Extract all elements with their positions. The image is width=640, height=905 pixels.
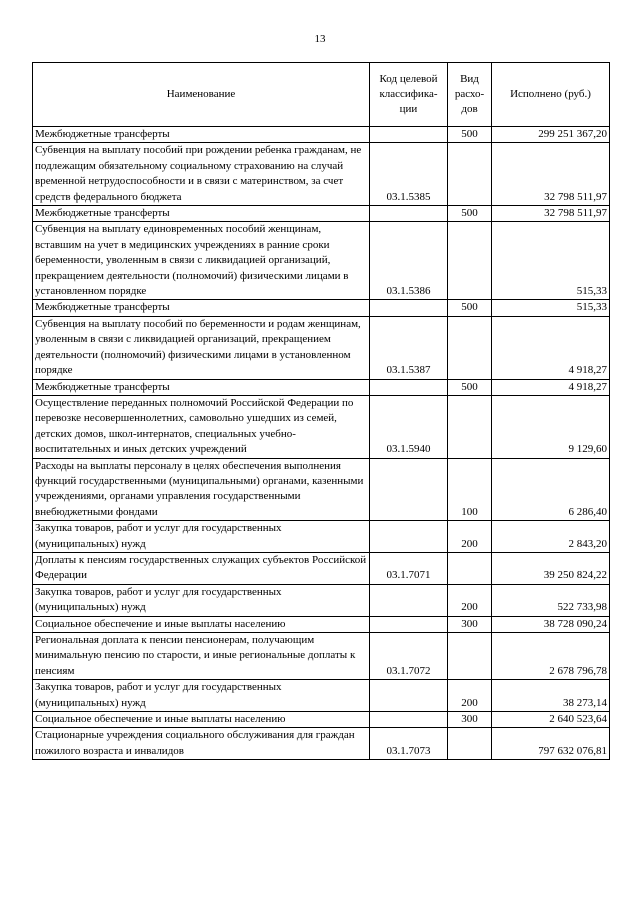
row-amount: 522 733,98	[492, 584, 610, 616]
table-row	[33, 143, 610, 206]
row-code	[370, 379, 448, 395]
row-kind: 200	[448, 521, 492, 553]
row-amount: 2 640 523,64	[492, 712, 610, 728]
row-name: Межбюджетные трансферты	[33, 300, 370, 316]
header-executed-amount: Исполнено (руб.)	[492, 63, 610, 127]
row-name: Социальное обеспечение и иные выплаты населению	[33, 616, 370, 632]
row-amount: 39 250 824,22	[492, 552, 610, 584]
row-name: Осуществление переданных полномочий Российской Федерации по перевозке несовершеннолетних, самовольно ушедших из семей, детских домов, школ-интернатов, специальных учебно-воспитательных и иных детских учреждений	[33, 395, 370, 458]
row-name: Доплаты к пенсиям государственных служащих субъектов Российской Федерации	[33, 552, 370, 584]
row-name: Межбюджетные трансферты	[33, 206, 370, 222]
row-code	[370, 206, 448, 222]
table-row	[33, 127, 610, 143]
table-row	[33, 584, 610, 616]
row-kind: 500	[448, 300, 492, 316]
row-code: 03.1.7071	[370, 552, 448, 584]
table-row	[33, 521, 610, 553]
row-code	[370, 521, 448, 553]
table-row	[33, 379, 610, 395]
row-amount: 38 273,14	[492, 680, 610, 712]
row-amount: 515,33	[492, 222, 610, 300]
row-code	[370, 584, 448, 616]
row-kind: 500	[448, 127, 492, 143]
row-kind	[448, 222, 492, 300]
row-kind	[448, 552, 492, 584]
row-name: Социальное обеспечение и иные выплаты населению	[33, 712, 370, 728]
row-name: Стационарные учреждения социального обслуживания для граждан пожилого возраста и инвалидов	[33, 728, 370, 760]
row-code	[370, 680, 448, 712]
row-amount: 4 918,27	[492, 316, 610, 379]
table-row	[33, 728, 610, 760]
row-kind	[448, 395, 492, 458]
row-code	[370, 458, 448, 521]
row-kind	[448, 316, 492, 379]
row-amount: 299 251 367,20	[492, 127, 610, 143]
table-row	[33, 395, 610, 458]
budget-table	[32, 62, 610, 760]
table-row	[33, 616, 610, 632]
row-code	[370, 712, 448, 728]
table-row	[33, 316, 610, 379]
table-row	[33, 222, 610, 300]
row-kind: 500	[448, 206, 492, 222]
row-kind	[448, 633, 492, 680]
table-row	[33, 458, 610, 521]
row-code: 03.1.5387	[370, 316, 448, 379]
row-amount: 797 632 076,81	[492, 728, 610, 760]
row-kind: 200	[448, 680, 492, 712]
row-name: Межбюджетные трансферты	[33, 379, 370, 395]
row-code: 03.1.5386	[370, 222, 448, 300]
row-kind: 500	[448, 379, 492, 395]
row-kind: 100	[448, 458, 492, 521]
row-code: 03.1.5385	[370, 143, 448, 206]
row-amount: 32 798 511,97	[492, 206, 610, 222]
row-name: Закупка товаров, работ и услуг для государственных (муниципальных) нужд	[33, 521, 370, 553]
table-row	[33, 680, 610, 712]
table-row	[33, 552, 610, 584]
row-kind: 200	[448, 584, 492, 616]
row-code	[370, 127, 448, 143]
row-amount: 6 286,40	[492, 458, 610, 521]
row-name: Закупка товаров, работ и услуг для государственных (муниципальных) нужд	[33, 584, 370, 616]
row-kind	[448, 728, 492, 760]
row-amount: 515,33	[492, 300, 610, 316]
row-name: Субвенция на выплату пособий при рождении ребенка гражданам, не подлежащим обязательному социальному страхованию на случай временной нетрудоспособности и в связи с материнством, за счет средств федерального бюджета	[33, 143, 370, 206]
row-amount: 38 728 090,24	[492, 616, 610, 632]
page-number: 13	[314, 33, 326, 45]
row-kind: 300	[448, 712, 492, 728]
row-amount: 32 798 511,97	[492, 143, 610, 206]
row-code: 03.1.7072	[370, 633, 448, 680]
row-name: Расходы на выплаты персоналу в целях обеспечения выполнения функций государственными (муниципальными) органами, казенными учреждениями, органами управления государственными внебюджетными фондами	[33, 458, 370, 521]
row-code	[370, 300, 448, 316]
row-name: Субвенция на выплату пособий по беременности и родам женщинам, уволенным в связи с ликвидацией организаций, прекращением деятельности (полномочий) физическими лицами в установленном порядке	[33, 316, 370, 379]
row-amount: 4 918,27	[492, 379, 610, 395]
table-body	[33, 127, 610, 760]
row-kind: 300	[448, 616, 492, 632]
table-row	[33, 300, 610, 316]
table-row	[33, 633, 610, 680]
row-kind	[448, 143, 492, 206]
row-code: 03.1.7073	[370, 728, 448, 760]
row-amount: 9 129,60	[492, 395, 610, 458]
header-expense-type: Вид расхо-дов	[448, 63, 492, 127]
table-row	[33, 206, 610, 222]
header-name: Наименование	[33, 63, 370, 127]
row-name: Региональная доплата к пенсии пенсионерам, получающим минимальную пенсию по старости, и иные региональные доплаты к пенсиям	[33, 633, 370, 680]
row-name: Межбюджетные трансферты	[33, 127, 370, 143]
row-name: Субвенция на выплату единовременных пособий женщинам, вставшим на учет в медицинских учреждениях в ранние сроки беременности, уволенным в связи с ликвидацией организаций, прекращением деятельности (полномочий) физическими лицами в установленном порядке	[33, 222, 370, 300]
row-amount: 2 843,20	[492, 521, 610, 553]
header-target-code: Код целевой классифика-ции	[370, 63, 448, 127]
row-name: Закупка товаров, работ и услуг для государственных (муниципальных) нужд	[33, 680, 370, 712]
table-row	[33, 712, 610, 728]
table-header-row	[33, 63, 610, 127]
row-amount: 2 678 796,78	[492, 633, 610, 680]
row-code	[370, 616, 448, 632]
row-code: 03.1.5940	[370, 395, 448, 458]
